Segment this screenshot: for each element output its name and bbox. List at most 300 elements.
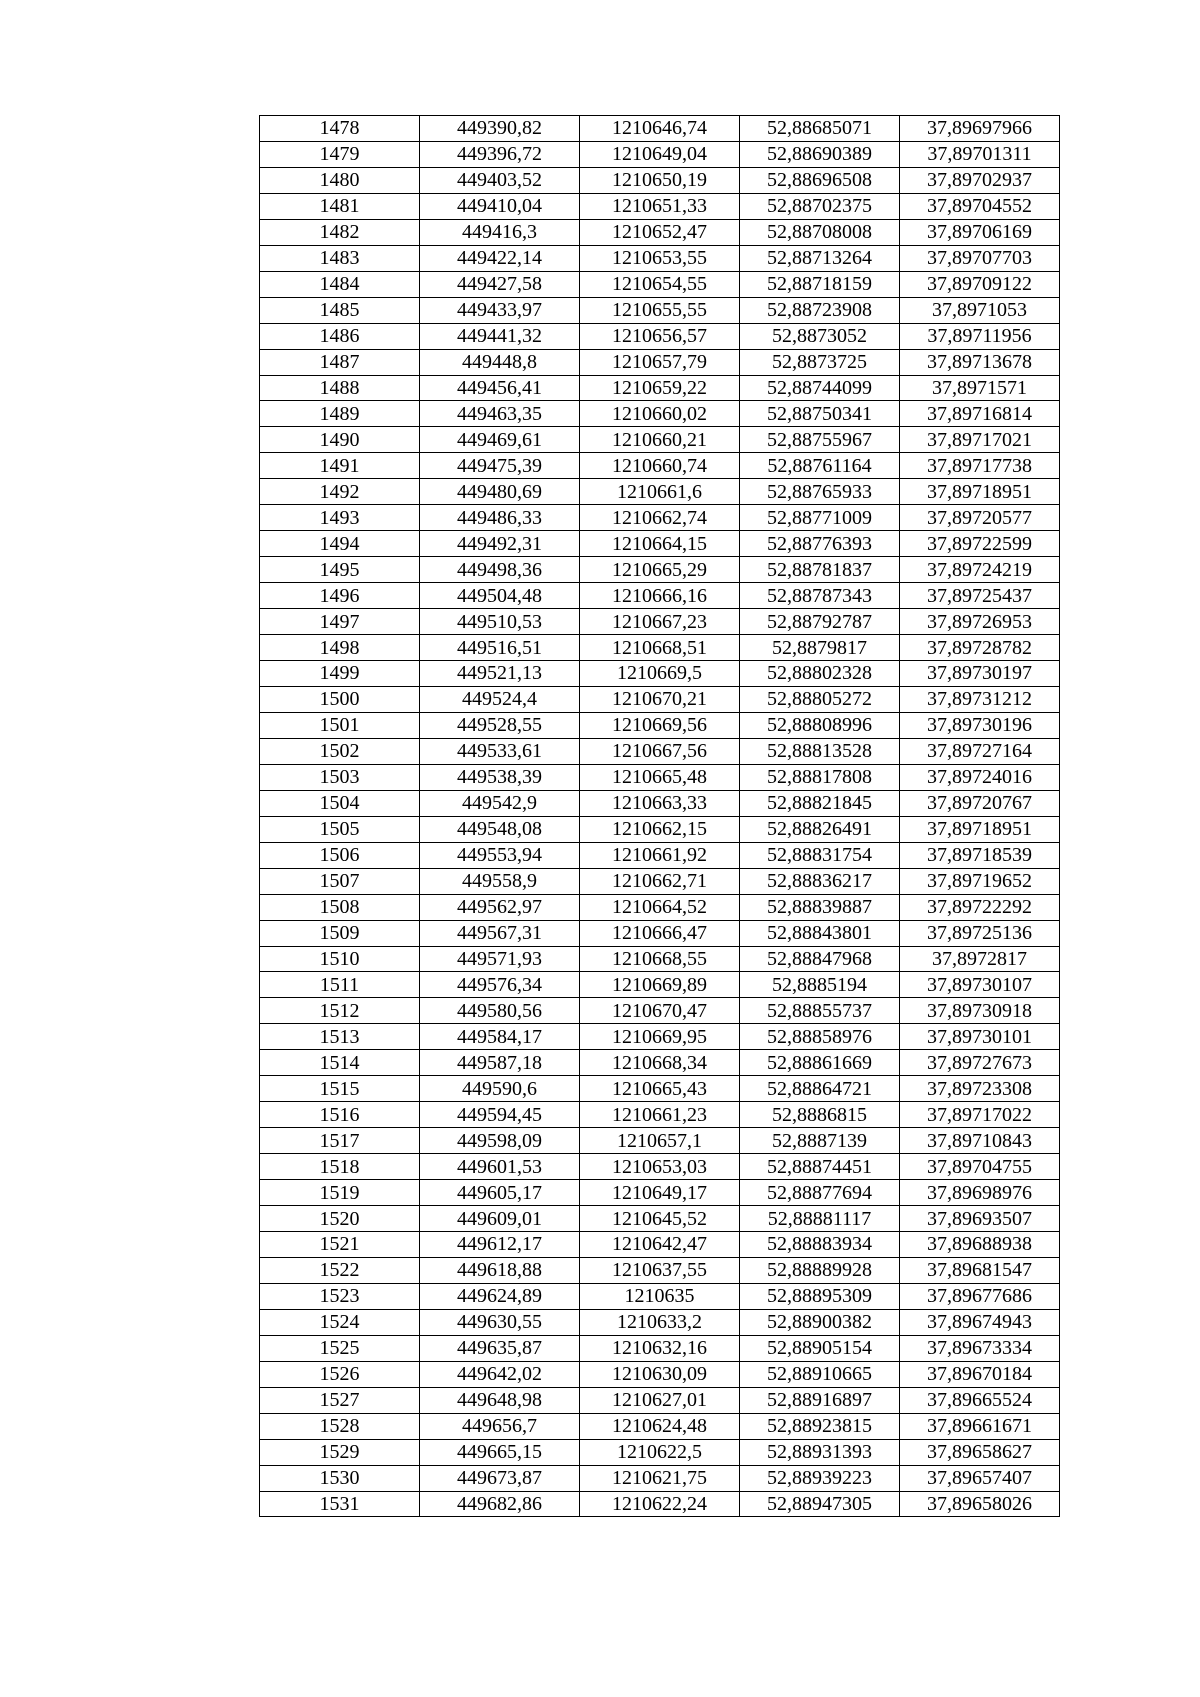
table-row bbox=[260, 894, 1060, 920]
longitude-cell: 37,89704755 bbox=[900, 1154, 1060, 1180]
latitude-cell: 52,88947305 bbox=[740, 1491, 900, 1517]
latitude-cell: 52,88808996 bbox=[740, 712, 900, 738]
point-number-cell: 1523 bbox=[260, 1283, 420, 1309]
x-coordinate-cell: 449642,02 bbox=[420, 1361, 580, 1387]
table-row bbox=[260, 427, 1060, 453]
longitude-cell: 37,89717022 bbox=[900, 1102, 1060, 1128]
table-row bbox=[260, 1154, 1060, 1180]
y-coordinate-cell: 1210666,16 bbox=[580, 583, 740, 609]
point-number-cell: 1528 bbox=[260, 1413, 420, 1439]
x-coordinate-cell: 449612,17 bbox=[420, 1231, 580, 1257]
point-number-cell: 1498 bbox=[260, 635, 420, 661]
longitude-cell: 37,89720577 bbox=[900, 505, 1060, 531]
table-row bbox=[260, 1439, 1060, 1465]
y-coordinate-cell: 1210668,51 bbox=[580, 635, 740, 661]
y-coordinate-cell: 1210649,04 bbox=[580, 141, 740, 167]
point-number-cell: 1486 bbox=[260, 323, 420, 349]
latitude-cell: 52,88847968 bbox=[740, 946, 900, 972]
point-number-cell: 1496 bbox=[260, 583, 420, 609]
latitude-cell: 52,88805272 bbox=[740, 686, 900, 712]
y-coordinate-cell: 1210649,17 bbox=[580, 1180, 740, 1206]
x-coordinate-cell: 449548,08 bbox=[420, 816, 580, 842]
table-row bbox=[260, 998, 1060, 1024]
point-number-cell: 1490 bbox=[260, 427, 420, 453]
point-number-cell: 1482 bbox=[260, 219, 420, 245]
latitude-cell: 52,88826491 bbox=[740, 816, 900, 842]
point-number-cell: 1527 bbox=[260, 1387, 420, 1413]
point-number-cell: 1517 bbox=[260, 1128, 420, 1154]
table-row bbox=[260, 790, 1060, 816]
longitude-cell: 37,89701311 bbox=[900, 141, 1060, 167]
table-row bbox=[260, 816, 1060, 842]
x-coordinate-cell: 449618,88 bbox=[420, 1257, 580, 1283]
y-coordinate-cell: 1210668,34 bbox=[580, 1050, 740, 1076]
longitude-cell: 37,89723308 bbox=[900, 1076, 1060, 1102]
x-coordinate-cell: 449396,72 bbox=[420, 141, 580, 167]
x-coordinate-cell: 449601,53 bbox=[420, 1154, 580, 1180]
latitude-cell: 52,88910665 bbox=[740, 1361, 900, 1387]
x-coordinate-cell: 449656,7 bbox=[420, 1413, 580, 1439]
latitude-cell: 52,8885194 bbox=[740, 972, 900, 998]
longitude-cell: 37,89731212 bbox=[900, 686, 1060, 712]
latitude-cell: 52,88877694 bbox=[740, 1180, 900, 1206]
longitude-cell: 37,89697966 bbox=[900, 116, 1060, 142]
coordinates-table bbox=[259, 115, 1060, 1517]
longitude-cell: 37,89722599 bbox=[900, 531, 1060, 557]
table-row bbox=[260, 920, 1060, 946]
longitude-cell: 37,89704552 bbox=[900, 193, 1060, 219]
point-number-cell: 1485 bbox=[260, 297, 420, 323]
y-coordinate-cell: 1210666,47 bbox=[580, 920, 740, 946]
longitude-cell: 37,89661671 bbox=[900, 1413, 1060, 1439]
y-coordinate-cell: 1210665,43 bbox=[580, 1076, 740, 1102]
y-coordinate-cell: 1210661,6 bbox=[580, 479, 740, 505]
latitude-cell: 52,88761164 bbox=[740, 453, 900, 479]
latitude-cell: 52,8873052 bbox=[740, 323, 900, 349]
longitude-cell: 37,89724016 bbox=[900, 764, 1060, 790]
latitude-cell: 52,88744099 bbox=[740, 375, 900, 401]
table-row bbox=[260, 193, 1060, 219]
point-number-cell: 1531 bbox=[260, 1491, 420, 1517]
x-coordinate-cell: 449510,53 bbox=[420, 609, 580, 635]
table-row bbox=[260, 635, 1060, 661]
point-number-cell: 1515 bbox=[260, 1076, 420, 1102]
longitude-cell: 37,89711956 bbox=[900, 323, 1060, 349]
y-coordinate-cell: 1210669,95 bbox=[580, 1024, 740, 1050]
longitude-cell: 37,89706169 bbox=[900, 219, 1060, 245]
latitude-cell: 52,88905154 bbox=[740, 1335, 900, 1361]
y-coordinate-cell: 1210670,47 bbox=[580, 998, 740, 1024]
y-coordinate-cell: 1210637,55 bbox=[580, 1257, 740, 1283]
table-row bbox=[260, 453, 1060, 479]
point-number-cell: 1488 bbox=[260, 375, 420, 401]
table-row bbox=[260, 1465, 1060, 1491]
point-number-cell: 1510 bbox=[260, 946, 420, 972]
table-row bbox=[260, 868, 1060, 894]
y-coordinate-cell: 1210669,5 bbox=[580, 661, 740, 687]
table-row bbox=[260, 946, 1060, 972]
table-row bbox=[260, 1491, 1060, 1517]
y-coordinate-cell: 1210661,23 bbox=[580, 1102, 740, 1128]
latitude-cell: 52,88836217 bbox=[740, 868, 900, 894]
table-row bbox=[260, 531, 1060, 557]
x-coordinate-cell: 449665,15 bbox=[420, 1439, 580, 1465]
point-number-cell: 1483 bbox=[260, 245, 420, 271]
latitude-cell: 52,8887139 bbox=[740, 1128, 900, 1154]
point-number-cell: 1497 bbox=[260, 609, 420, 635]
point-number-cell: 1507 bbox=[260, 868, 420, 894]
table-row bbox=[260, 1283, 1060, 1309]
longitude-cell: 37,89693507 bbox=[900, 1206, 1060, 1232]
table-row bbox=[260, 245, 1060, 271]
y-coordinate-cell: 1210642,47 bbox=[580, 1231, 740, 1257]
x-coordinate-cell: 449648,98 bbox=[420, 1387, 580, 1413]
x-coordinate-cell: 449553,94 bbox=[420, 842, 580, 868]
y-coordinate-cell: 1210664,52 bbox=[580, 894, 740, 920]
latitude-cell: 52,88861669 bbox=[740, 1050, 900, 1076]
longitude-cell: 37,89720767 bbox=[900, 790, 1060, 816]
longitude-cell: 37,89718951 bbox=[900, 816, 1060, 842]
x-coordinate-cell: 449594,45 bbox=[420, 1102, 580, 1128]
x-coordinate-cell: 449521,13 bbox=[420, 661, 580, 687]
x-coordinate-cell: 449480,69 bbox=[420, 479, 580, 505]
longitude-cell: 37,89710843 bbox=[900, 1128, 1060, 1154]
x-coordinate-cell: 449542,9 bbox=[420, 790, 580, 816]
x-coordinate-cell: 449673,87 bbox=[420, 1465, 580, 1491]
latitude-cell: 52,88889928 bbox=[740, 1257, 900, 1283]
point-number-cell: 1526 bbox=[260, 1361, 420, 1387]
longitude-cell: 37,89725437 bbox=[900, 583, 1060, 609]
longitude-cell: 37,89718951 bbox=[900, 479, 1060, 505]
longitude-cell: 37,89730196 bbox=[900, 712, 1060, 738]
x-coordinate-cell: 449682,86 bbox=[420, 1491, 580, 1517]
x-coordinate-cell: 449558,9 bbox=[420, 868, 580, 894]
latitude-cell: 52,88858976 bbox=[740, 1024, 900, 1050]
table-row bbox=[260, 1309, 1060, 1335]
x-coordinate-cell: 449571,93 bbox=[420, 946, 580, 972]
latitude-cell: 52,88916897 bbox=[740, 1387, 900, 1413]
y-coordinate-cell: 1210652,47 bbox=[580, 219, 740, 245]
y-coordinate-cell: 1210656,57 bbox=[580, 323, 740, 349]
point-number-cell: 1500 bbox=[260, 686, 420, 712]
point-number-cell: 1492 bbox=[260, 479, 420, 505]
point-number-cell: 1487 bbox=[260, 349, 420, 375]
longitude-cell: 37,89688938 bbox=[900, 1231, 1060, 1257]
x-coordinate-cell: 449584,17 bbox=[420, 1024, 580, 1050]
point-number-cell: 1524 bbox=[260, 1309, 420, 1335]
table-row bbox=[260, 505, 1060, 531]
y-coordinate-cell: 1210650,19 bbox=[580, 167, 740, 193]
point-number-cell: 1493 bbox=[260, 505, 420, 531]
x-coordinate-cell: 449416,3 bbox=[420, 219, 580, 245]
point-number-cell: 1530 bbox=[260, 1465, 420, 1491]
longitude-cell: 37,8971053 bbox=[900, 297, 1060, 323]
x-coordinate-cell: 449630,55 bbox=[420, 1309, 580, 1335]
x-coordinate-cell: 449390,82 bbox=[420, 116, 580, 142]
point-number-cell: 1484 bbox=[260, 271, 420, 297]
y-coordinate-cell: 1210670,21 bbox=[580, 686, 740, 712]
y-coordinate-cell: 1210645,52 bbox=[580, 1206, 740, 1232]
x-coordinate-cell: 449635,87 bbox=[420, 1335, 580, 1361]
latitude-cell: 52,88750341 bbox=[740, 401, 900, 427]
y-coordinate-cell: 1210653,55 bbox=[580, 245, 740, 271]
longitude-cell: 37,89681547 bbox=[900, 1257, 1060, 1283]
table-row bbox=[260, 1335, 1060, 1361]
point-number-cell: 1518 bbox=[260, 1154, 420, 1180]
table-row bbox=[260, 1231, 1060, 1257]
point-number-cell: 1502 bbox=[260, 738, 420, 764]
point-number-cell: 1504 bbox=[260, 790, 420, 816]
coordinates-table-body bbox=[260, 116, 1060, 1517]
longitude-cell: 37,89722292 bbox=[900, 894, 1060, 920]
table-row bbox=[260, 116, 1060, 142]
point-number-cell: 1521 bbox=[260, 1231, 420, 1257]
x-coordinate-cell: 449533,61 bbox=[420, 738, 580, 764]
longitude-cell: 37,89657407 bbox=[900, 1465, 1060, 1491]
latitude-cell: 52,88787343 bbox=[740, 583, 900, 609]
y-coordinate-cell: 1210624,48 bbox=[580, 1413, 740, 1439]
table-row bbox=[260, 375, 1060, 401]
y-coordinate-cell: 1210669,89 bbox=[580, 972, 740, 998]
longitude-cell: 37,89658627 bbox=[900, 1439, 1060, 1465]
latitude-cell: 52,8886815 bbox=[740, 1102, 900, 1128]
latitude-cell: 52,8873725 bbox=[740, 349, 900, 375]
x-coordinate-cell: 449516,51 bbox=[420, 635, 580, 661]
longitude-cell: 37,89665524 bbox=[900, 1387, 1060, 1413]
table-row bbox=[260, 583, 1060, 609]
x-coordinate-cell: 449410,04 bbox=[420, 193, 580, 219]
x-coordinate-cell: 449486,33 bbox=[420, 505, 580, 531]
x-coordinate-cell: 449576,34 bbox=[420, 972, 580, 998]
y-coordinate-cell: 1210630,09 bbox=[580, 1361, 740, 1387]
y-coordinate-cell: 1210622,24 bbox=[580, 1491, 740, 1517]
longitude-cell: 37,89724219 bbox=[900, 557, 1060, 583]
y-coordinate-cell: 1210653,03 bbox=[580, 1154, 740, 1180]
y-coordinate-cell: 1210651,33 bbox=[580, 193, 740, 219]
longitude-cell: 37,89713678 bbox=[900, 349, 1060, 375]
table-row bbox=[260, 1257, 1060, 1283]
latitude-cell: 52,88685071 bbox=[740, 116, 900, 142]
point-number-cell: 1516 bbox=[260, 1102, 420, 1128]
longitude-cell: 37,89717021 bbox=[900, 427, 1060, 453]
x-coordinate-cell: 449567,31 bbox=[420, 920, 580, 946]
x-coordinate-cell: 449492,31 bbox=[420, 531, 580, 557]
point-number-cell: 1494 bbox=[260, 531, 420, 557]
table-row bbox=[260, 1050, 1060, 1076]
latitude-cell: 52,88792787 bbox=[740, 609, 900, 635]
y-coordinate-cell: 1210665,29 bbox=[580, 557, 740, 583]
latitude-cell: 52,88755967 bbox=[740, 427, 900, 453]
longitude-cell: 37,89709122 bbox=[900, 271, 1060, 297]
y-coordinate-cell: 1210660,74 bbox=[580, 453, 740, 479]
point-number-cell: 1481 bbox=[260, 193, 420, 219]
point-number-cell: 1495 bbox=[260, 557, 420, 583]
longitude-cell: 37,89727164 bbox=[900, 738, 1060, 764]
x-coordinate-cell: 449562,97 bbox=[420, 894, 580, 920]
longitude-cell: 37,89730107 bbox=[900, 972, 1060, 998]
point-number-cell: 1499 bbox=[260, 661, 420, 687]
longitude-cell: 37,89702937 bbox=[900, 167, 1060, 193]
latitude-cell: 52,88839887 bbox=[740, 894, 900, 920]
table-row bbox=[260, 167, 1060, 193]
x-coordinate-cell: 449403,52 bbox=[420, 167, 580, 193]
longitude-cell: 37,89726953 bbox=[900, 609, 1060, 635]
y-coordinate-cell: 1210669,56 bbox=[580, 712, 740, 738]
point-number-cell: 1520 bbox=[260, 1206, 420, 1232]
latitude-cell: 52,88895309 bbox=[740, 1283, 900, 1309]
longitude-cell: 37,89670184 bbox=[900, 1361, 1060, 1387]
longitude-cell: 37,89730918 bbox=[900, 998, 1060, 1024]
x-coordinate-cell: 449538,39 bbox=[420, 764, 580, 790]
y-coordinate-cell: 1210657,79 bbox=[580, 349, 740, 375]
x-coordinate-cell: 449605,17 bbox=[420, 1180, 580, 1206]
y-coordinate-cell: 1210667,23 bbox=[580, 609, 740, 635]
longitude-cell: 37,89673334 bbox=[900, 1335, 1060, 1361]
y-coordinate-cell: 1210668,55 bbox=[580, 946, 740, 972]
latitude-cell: 52,88702375 bbox=[740, 193, 900, 219]
point-number-cell: 1529 bbox=[260, 1439, 420, 1465]
latitude-cell: 52,88831754 bbox=[740, 842, 900, 868]
table-row bbox=[260, 349, 1060, 375]
longitude-cell: 37,89719652 bbox=[900, 868, 1060, 894]
longitude-cell: 37,89730197 bbox=[900, 661, 1060, 687]
longitude-cell: 37,89728782 bbox=[900, 635, 1060, 661]
table-row bbox=[260, 686, 1060, 712]
longitude-cell: 37,89716814 bbox=[900, 401, 1060, 427]
point-number-cell: 1512 bbox=[260, 998, 420, 1024]
longitude-cell: 37,89707703 bbox=[900, 245, 1060, 271]
table-row bbox=[260, 1413, 1060, 1439]
table-row bbox=[260, 972, 1060, 998]
x-coordinate-cell: 449441,32 bbox=[420, 323, 580, 349]
longitude-cell: 37,89677686 bbox=[900, 1283, 1060, 1309]
y-coordinate-cell: 1210659,22 bbox=[580, 375, 740, 401]
x-coordinate-cell: 449580,56 bbox=[420, 998, 580, 1024]
y-coordinate-cell: 1210633,2 bbox=[580, 1309, 740, 1335]
latitude-cell: 52,88923815 bbox=[740, 1413, 900, 1439]
x-coordinate-cell: 449475,39 bbox=[420, 453, 580, 479]
point-number-cell: 1513 bbox=[260, 1024, 420, 1050]
table-row bbox=[260, 219, 1060, 245]
x-coordinate-cell: 449433,97 bbox=[420, 297, 580, 323]
table-row bbox=[260, 609, 1060, 635]
latitude-cell: 52,88802328 bbox=[740, 661, 900, 687]
latitude-cell: 52,88864721 bbox=[740, 1076, 900, 1102]
latitude-cell: 52,88723908 bbox=[740, 297, 900, 323]
table-row bbox=[260, 842, 1060, 868]
y-coordinate-cell: 1210646,74 bbox=[580, 116, 740, 142]
y-coordinate-cell: 1210660,02 bbox=[580, 401, 740, 427]
point-number-cell: 1514 bbox=[260, 1050, 420, 1076]
table-row bbox=[260, 764, 1060, 790]
x-coordinate-cell: 449598,09 bbox=[420, 1128, 580, 1154]
latitude-cell: 52,88781837 bbox=[740, 557, 900, 583]
y-coordinate-cell: 1210662,74 bbox=[580, 505, 740, 531]
latitude-cell: 52,88690389 bbox=[740, 141, 900, 167]
latitude-cell: 52,88708008 bbox=[740, 219, 900, 245]
table-row bbox=[260, 271, 1060, 297]
latitude-cell: 52,88900382 bbox=[740, 1309, 900, 1335]
point-number-cell: 1509 bbox=[260, 920, 420, 946]
latitude-cell: 52,88813528 bbox=[740, 738, 900, 764]
table-row bbox=[260, 712, 1060, 738]
point-number-cell: 1491 bbox=[260, 453, 420, 479]
y-coordinate-cell: 1210621,75 bbox=[580, 1465, 740, 1491]
point-number-cell: 1505 bbox=[260, 816, 420, 842]
point-number-cell: 1525 bbox=[260, 1335, 420, 1361]
point-number-cell: 1522 bbox=[260, 1257, 420, 1283]
latitude-cell: 52,88718159 bbox=[740, 271, 900, 297]
point-number-cell: 1508 bbox=[260, 894, 420, 920]
y-coordinate-cell: 1210655,55 bbox=[580, 297, 740, 323]
y-coordinate-cell: 1210664,15 bbox=[580, 531, 740, 557]
x-coordinate-cell: 449590,6 bbox=[420, 1076, 580, 1102]
y-coordinate-cell: 1210622,5 bbox=[580, 1439, 740, 1465]
y-coordinate-cell: 1210657,1 bbox=[580, 1128, 740, 1154]
table-row bbox=[260, 1102, 1060, 1128]
y-coordinate-cell: 1210627,01 bbox=[580, 1387, 740, 1413]
point-number-cell: 1519 bbox=[260, 1180, 420, 1206]
latitude-cell: 52,88883934 bbox=[740, 1231, 900, 1257]
latitude-cell: 52,88713264 bbox=[740, 245, 900, 271]
table-row bbox=[260, 1180, 1060, 1206]
latitude-cell: 52,88855737 bbox=[740, 998, 900, 1024]
table-row bbox=[260, 401, 1060, 427]
table-row bbox=[260, 1206, 1060, 1232]
x-coordinate-cell: 449427,58 bbox=[420, 271, 580, 297]
x-coordinate-cell: 449524,4 bbox=[420, 686, 580, 712]
y-coordinate-cell: 1210665,48 bbox=[580, 764, 740, 790]
table-row bbox=[260, 1024, 1060, 1050]
point-number-cell: 1480 bbox=[260, 167, 420, 193]
longitude-cell: 37,89725136 bbox=[900, 920, 1060, 946]
y-coordinate-cell: 1210661,92 bbox=[580, 842, 740, 868]
point-number-cell: 1503 bbox=[260, 764, 420, 790]
y-coordinate-cell: 1210667,56 bbox=[580, 738, 740, 764]
x-coordinate-cell: 449504,48 bbox=[420, 583, 580, 609]
y-coordinate-cell: 1210635 bbox=[580, 1283, 740, 1309]
latitude-cell: 52,88821845 bbox=[740, 790, 900, 816]
table-row bbox=[260, 1361, 1060, 1387]
latitude-cell: 52,8879817 bbox=[740, 635, 900, 661]
point-number-cell: 1479 bbox=[260, 141, 420, 167]
x-coordinate-cell: 449609,01 bbox=[420, 1206, 580, 1232]
table-row bbox=[260, 141, 1060, 167]
latitude-cell: 52,88696508 bbox=[740, 167, 900, 193]
latitude-cell: 52,88874451 bbox=[740, 1154, 900, 1180]
table-row bbox=[260, 738, 1060, 764]
y-coordinate-cell: 1210660,21 bbox=[580, 427, 740, 453]
longitude-cell: 37,8971571 bbox=[900, 375, 1060, 401]
latitude-cell: 52,88771009 bbox=[740, 505, 900, 531]
table-row bbox=[260, 323, 1060, 349]
latitude-cell: 52,88765933 bbox=[740, 479, 900, 505]
table-row bbox=[260, 1076, 1060, 1102]
x-coordinate-cell: 449624,89 bbox=[420, 1283, 580, 1309]
table-row bbox=[260, 557, 1060, 583]
y-coordinate-cell: 1210662,71 bbox=[580, 868, 740, 894]
latitude-cell: 52,88881117 bbox=[740, 1206, 900, 1232]
longitude-cell: 37,89727673 bbox=[900, 1050, 1060, 1076]
latitude-cell: 52,88939223 bbox=[740, 1465, 900, 1491]
x-coordinate-cell: 449448,8 bbox=[420, 349, 580, 375]
point-number-cell: 1506 bbox=[260, 842, 420, 868]
longitude-cell: 37,89698976 bbox=[900, 1180, 1060, 1206]
longitude-cell: 37,8972817 bbox=[900, 946, 1060, 972]
x-coordinate-cell: 449456,41 bbox=[420, 375, 580, 401]
y-coordinate-cell: 1210632,16 bbox=[580, 1335, 740, 1361]
longitude-cell: 37,89717738 bbox=[900, 453, 1060, 479]
